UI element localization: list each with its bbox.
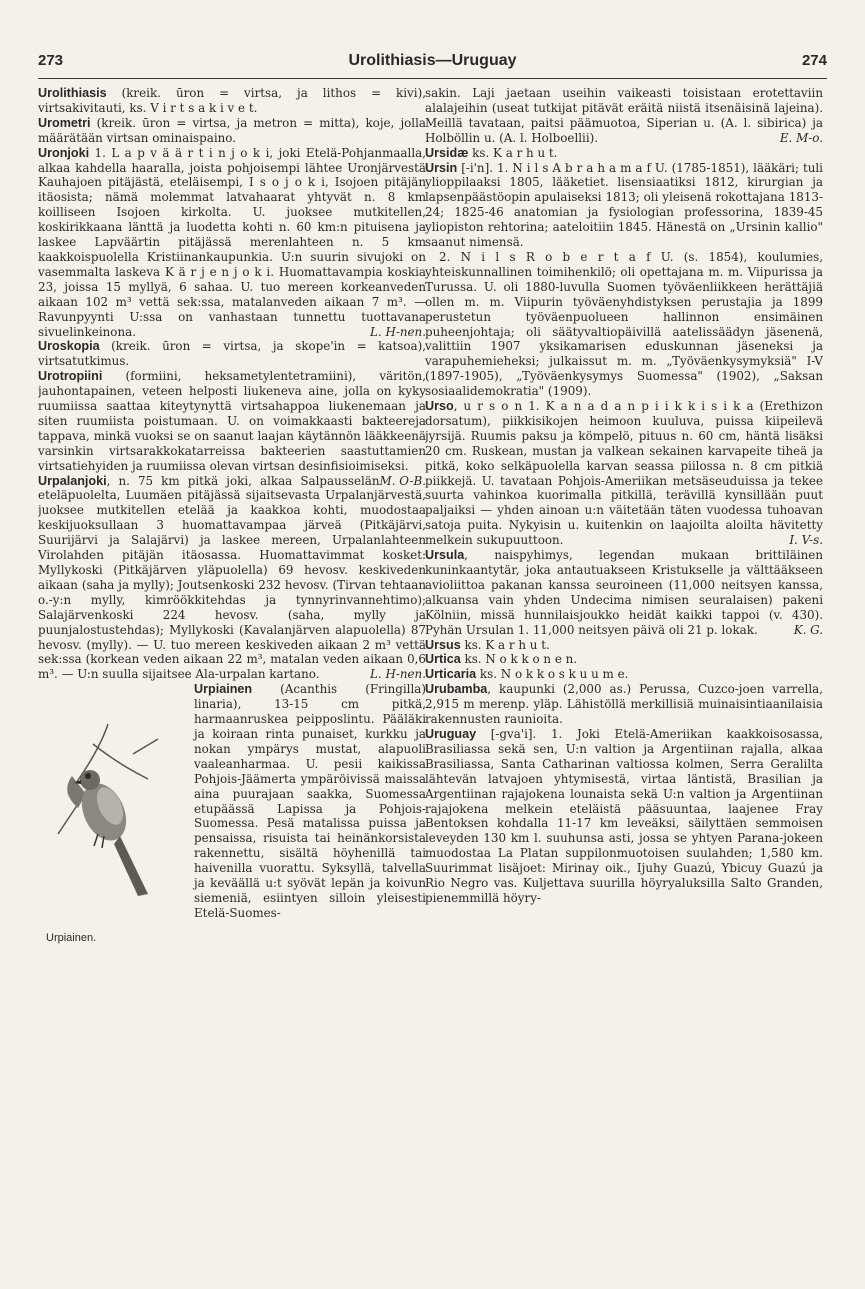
entry-headword: Ursin <box>425 160 458 175</box>
page-number-left: 273 <box>38 52 64 69</box>
figure-caption: Urpiainen. <box>46 932 97 945</box>
bird-drawing-icon <box>38 684 186 952</box>
entry-headword: Urotropiini <box>38 369 103 384</box>
entry <box>425 399 823 548</box>
entry-text: [-gva'i]. 1. Joki Etelä-Ameriikan kaakkoisosassa, Brasiliassa sekä sen, U:n valtion ja Argentiinan rajalla, alkaa Brasiliassa, Santa Catharinan valtiossa kolmen, Serra Geralilta lähtevän latvajoen yhtymisestä, virtaa läntistä, Brasilian ja Argentiinan rajajokena lounaista sekä U:n valtion ja Argentiinan rajajokena melkein eteläistä pääsuuntaa, laajenee Fray Bentoksen kohdalla 11-17 km leveäksi, säilyttäen semmoisen leveyden 130 km l. suuhunsa asti, jossa se yhtyen Parana-jokeen muodostaa La Platan suppilonmuotoisen suulahden; 1,580 km. Suurimmat lisäjoet: Mirinay oik., Ijuhy Guazú, Ybicuy Guazú ja Rio Negro vas. Kuljettava suurilla höyryaluksilla Salto Granden, pienemmillä höyry- <box>425 726 823 905</box>
entry <box>425 727 823 906</box>
entry-headword: Ursula <box>425 548 465 563</box>
entry <box>425 548 823 637</box>
entry <box>425 161 823 250</box>
entry-text: (formiini, heksametylentetramiini), väritön, jauhontapainen, veteen helposti liukeneva aine, jolla on kyky ruumiissa saattaa kiteytynyttä virtsahappoa liukenemaan ja siten ruumiista poistumaan. U. on voimakkaasti bakteereja tappava, minkä vuoksi se on saanut laajan käytännön lääkkeenä varsinkin virtsarakkokatarreissa bakteerien saastuttamien virtsatiehyiden ja ruumiissa olevan virtsan desinfisioimiseksi. <box>38 369 426 473</box>
entry-text: (Acanthis (Fringilla) linaria), 13-15 cm pitkä, harmaanruskea peipposlintu. Pääläki ja koiraan rinta punaiset, kurkku ja nokan ympärys mustat, alapuoli vaaleanharmaa. U. pesii kaikissa Pohjois-Jäämerta ympäröivissä maissa aina puurajaan saakka, Suomessa etupäässä Lapissa ja Pohjois-Suomessa. Pesä matalissa puissa ja pensaissa, risuista tai heinänkorsista rakennettu, sisältä höyhenillä tai haivenilla vuorattu. Syksyllä, talvella ja keväällä u:t syövät lepän ja koivun siemeniä, esiintyen silloin yleisesti Etelä-Suomes- <box>194 682 426 920</box>
entry <box>425 638 823 653</box>
entry-text: , kaupunki (2,000 as.) Perussa, Cuzco-joen varrella, 2,915 m merenp. yläp. Lähistöllä merkillisiä muinaisintiaanilaisia rakennusten raunioita. <box>425 682 823 727</box>
entry-text: ks. K a r h u t. <box>468 145 558 160</box>
entry-signature: I. V-s. <box>789 533 823 548</box>
entry <box>425 682 823 727</box>
entry <box>38 116 426 146</box>
entry-headword: Urometri <box>38 115 91 130</box>
entry-text: , n. 75 km pitkä joki, alkaa Salpausselän eteläpuolelta, Luumäen pitäjässä sijaitsevasta Urpalanjärvestä, juoksee mutkitellen etelää ja kaakkoa kohti, muodostaa keskijuoksullaan 3 huomattavampaa järveä (Pitkäjärvi, Suurijärvi ja Salajärvi) ja laskee mereen, Urpalanlahteen Virolahden pitäjän itäosassa. Huomattavimmat kosket: Myllykoski (Pitkäjärven yläpuolella) 69 hevosv. keskiveden aikaan (saha ja mylly); Joutsenkoski 232 hevosv. (Tirvan tehtaan o.-y:n mylly, kimröökkitehdas ja tynnyrinvannehtimo); Salajärvenkoski 224 hevosv. (saha, mylly ja puunjalostustehdas); Myllykoski (Kavalanjärven alapuolella) 87 hevosv. (mylly). — U. tuo mereen keskiveden aikaan 2 m³ vettä sek:ssa (korkean veden aikaan 22 m³, matalan veden aikaan 0,6 m³. — U:n suulla sijaitsee Ala-urpalan kartano. <box>38 473 426 682</box>
entry <box>425 652 823 667</box>
entry-text: , u r s o n 1. K a n a d a n p i i k k i s i k a (Erethizon dorsatum), piikkisikojen heimoon kuuluva, puissa kiipeilevä jyrsijä. Ruumis paksu ja kömpelö, pituus n. 60 cm, häntä lisäksi 20 cm. Ruskean, mustan ja valkean sekainen karvapeite tiheä ja pitkä, koko selkäpuolella karvan seassa piilossa n. 8 cm pitkiä piikkejä. U. tavataan Pohjois-Ameriikan metsäseuduissa ja tekee suurta vahinkoa kuorimalla pitkillä, terävillä kynsillään puut paljaiksi — yhden ainoan u:n väitetään täten vuodessa tuhoavan satoja puita. Nykyisin u. kuitenkin on laajoilta aloilta hävitetty melkein sukupuuttoon. <box>425 399 823 548</box>
entry-headword: Urso <box>425 399 454 414</box>
entry-text: 1. L a p v ä ä r t i n j o k i, joki Etelä-Pohjanmaalla, alkaa kahdella haaralla, joista pohjoisempi lähtee Uronjärvestä Kauhajoen pitäjästä, eteläisempi, I s o j o k i, Isojoen pitäjän itäosista; nämä molemmat latvahaarat yhtyvät n. 8 km koilliseen Isojoen kirkolta. U. juoksee mutkitellen, koskirikkaana länttä ja luodetta kohti n. 60 km:n pituisena ja laskee Lapväärtin pitäjässä merenlahteen n. 5 km kaakkoispuolella Kristiinankaupunkia. U:n suurin sivujoki on vasemmalta laskeva K ä r j e n j o k i. Huomattavampia koskia 23, joissa 15 myllyä, 6 sahaa. U. tuo mereen korkeanveden aikaan 102 m³ vettä sek:ssa, matalanveden aikaan 7 m³. — Ravunpyynti U:ssa on vanhastaan tunnettu tuottavana sivuelinkeinona. <box>38 145 426 339</box>
left-column <box>38 86 426 1282</box>
entry-signature: E. M-o. <box>779 130 823 145</box>
entry-text: ks. N o k k o s k u u m e. <box>476 667 629 682</box>
entry-headword: Urtica <box>425 652 461 667</box>
entry-text: (kreik. ūron = virtsa, ja metron = mitta), koje, jolla määrätään virtsan ominaispaino. <box>38 115 426 145</box>
entry-headword: Uruguay <box>425 726 477 741</box>
entry-text: sakin. Laji jaetaan useihin vaikeasti toisistaan erotettaviin alalajeihin (useat tutkijat pitävät eräitä niistä itsenäisinä lajeina). Meillä tavataan, paitsi päämuotoa, Siperian u. (A. l. sibirica) ja Holböllin u. (A. l. Holboellii). <box>425 86 823 145</box>
entry-headword: Urubamba <box>425 682 488 697</box>
entry <box>38 682 426 945</box>
page-number-right: 274 <box>801 52 827 69</box>
entry-text: ks. N o k k o n e n. <box>460 652 578 667</box>
entry <box>425 667 823 682</box>
entry-headword: Urolithiasis <box>38 86 107 100</box>
entry-text: ks. K a r h u t. <box>460 637 550 652</box>
entry-signature: L. H-nen. <box>370 667 426 682</box>
entry <box>425 86 823 146</box>
entry-headword: Ursus <box>425 637 461 652</box>
entry-headword: Urticaria <box>425 667 477 682</box>
entry-text: [-i'n]. 1. N i l s A b r a h a m a f U. (1785-1851), lääkäri; tuli ylioppilaaksi 1805, lääketiet. lisensiaatiksi 1812, kirurgian ja lapsenpäästöopin apulaiseksi 1813; oli yleisenä rokottajana 1813-24; 1825-46 anatomian ja fysiologian professorina, 1839-45 yliopiston rehtorina; aateloitiin 1845. Hänestä on „Ursinin kallio" saanut nimensä. <box>425 160 823 250</box>
entry-text: (kreik. ūron = virtsa, ja skope'in = katsoa), virtsatutkimus. <box>38 339 426 369</box>
entry-text: (kreik. ūron = virtsa, ja lithos = kivi), virtsakivitauti, ks. V i r t s a k i v e t. <box>38 86 426 115</box>
entry <box>38 339 426 369</box>
running-title: Urolithiasis—Uruguay <box>348 52 517 69</box>
entry-headword: Urpalanjoki <box>38 473 107 488</box>
entry-signature: M. O-B. <box>379 473 426 488</box>
entry-headword: Uronjoki <box>38 145 90 160</box>
right-column <box>425 86 823 1282</box>
entry <box>425 250 823 399</box>
entry-headword: Urpiainen <box>194 682 253 697</box>
entry-signature: L. H-nen. <box>370 324 426 339</box>
redpoll-illustration <box>38 684 186 952</box>
entry-headword: Uroskopia <box>38 339 100 354</box>
entry-signature: K. G. <box>793 622 823 637</box>
entry-text: , naispyhimys, legendan mukaan brittiläinen kuninkaantytär, joka antautuakseen Kristukselle ja välttääkseen avioliittoa pakanan kanssa seuroineen (11,000 neitsyen kanssa, alkuansa vain yhden Undecima nimisen seuralaisen) pakeni Kölniin, missä hunnilaisjoukko heidät kaikki tappoi (v. 430). Pyhän Ursulan 1. 11,000 neitsyen päivä oli 21 p. lokak. <box>425 548 823 637</box>
entry <box>425 146 823 161</box>
entry-text: 2. N i l s R o b e r t a f U. (s. 1854), koulumies, yhteiskunnallinen toimihenkilö; oli opettajana m. m. Viipurissa ja Turussa. U. oli 1880-luvulla Suomen työväenliikkeen herättäjiä ollen m. m. Viipurin työväenyhdistyksen perustajia ja 1899 perustetun työväenpuolueen hallinnon ensimäinen puheenjohtaja; oli säätyvaltiopäivillä aatelissäädyn jäsenenä, valittiin 1907 yksikamarisen eduskunnan jäseneksi ja varapuhemieheksi; julkaissut m. m. „Työväenkysymyksiä" I-V (1897-1905), „Työväenkysymys Suomessa" (1902), „Saksan sosiaalidemokratia" (1909). <box>425 249 823 399</box>
page-header <box>38 52 827 76</box>
header-rule <box>38 78 827 79</box>
entry <box>38 474 426 683</box>
entry-headword: Ursidæ <box>425 145 469 160</box>
entry <box>38 86 426 116</box>
entry <box>38 146 426 340</box>
